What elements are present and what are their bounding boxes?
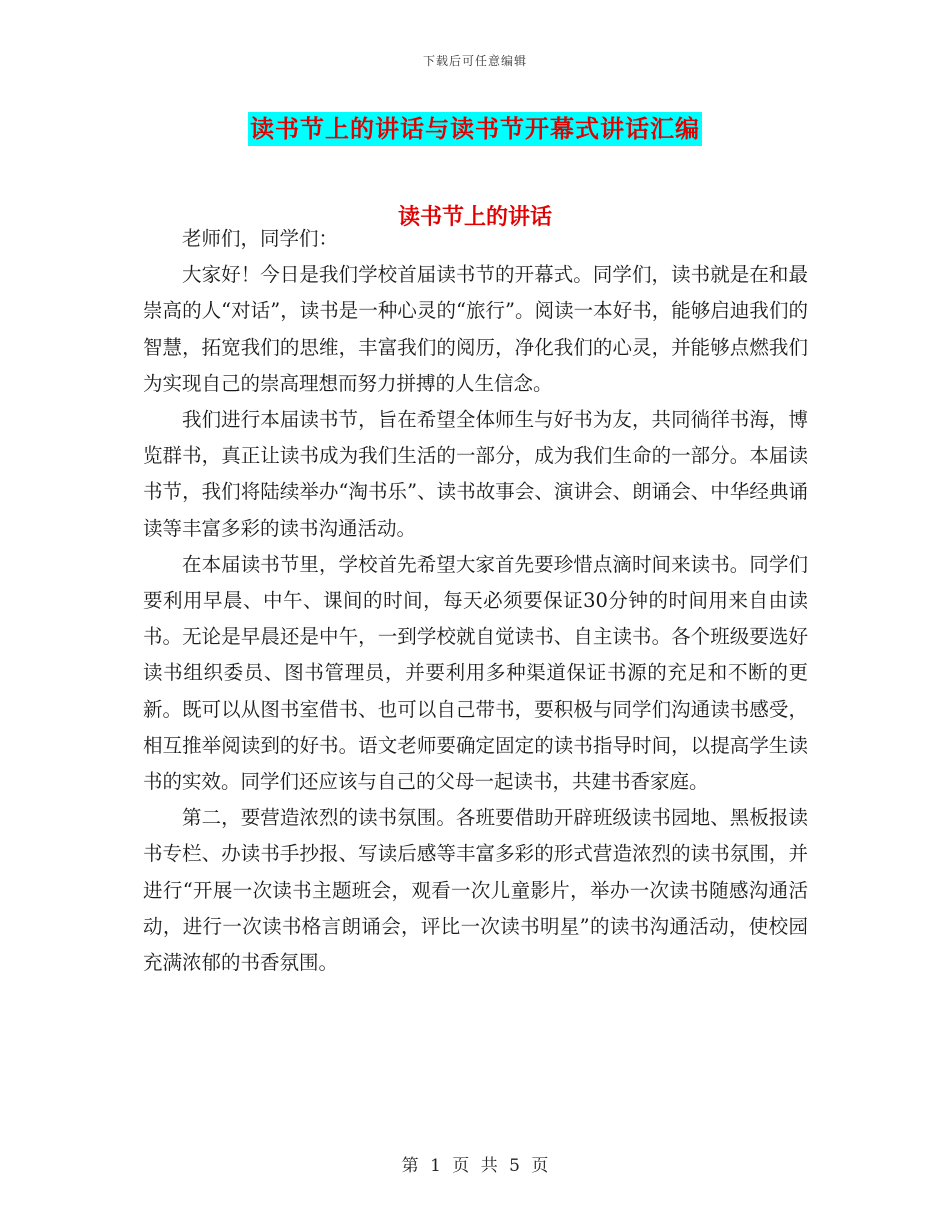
salutation-paragraph: 老师们，同学们： — [182, 227, 339, 250]
document-body — [143, 221, 808, 981]
page-header-note: 下载后可任意编辑 — [422, 54, 527, 68]
body-paragraph: 第二，要营造浓烈的读书氛围。各班要借助开辟班级读书园地、黑板报读书专栏、办读书手抄报、写读后感等丰富多彩的形式营造浓烈的读书氛围，并进行“开展一次读书主题班会，观看一次儿童影片，举办一次读书随感沟通活动，进行一次读书格言朗诵会，评比一次读书明星”的读书沟通活动，使校园充满浓郁的书香氛围。 — [143, 806, 808, 975]
body-paragraph: 在本届读书节里，学校首先希望大家首先要珍惜点滴时间来读书。同学们要利用早晨、中午、课间的时间，每天必须要保证30分钟的时间用来自由读书。无论是早晨还是中午，一到学校就自觉读书、自主读书。各个班级要选好读书组织委员、图书管理员，并要利用多种渠道保证书源的充足和不断的更新。既可以从图书室借书、也可以自己带书，要积极与同学们沟通读书感受，相互推举阅读到的好书。语文老师要确定固定的读书指导时间，以提高学生读书的实效。同学们还应该与自己的父母一起读书，共建书香家庭。 — [143, 552, 808, 794]
main-title-container — [0, 112, 950, 146]
section-title: 读书节上的讲话 — [397, 204, 552, 230]
page-number-footer: 第 1 页 共 5 页 — [401, 1156, 549, 1176]
body-paragraph: 我们进行本届读书节，旨在希望全体师生与好书为友，共同徜徉书海，博览群书，真正让读书成为我们生活的一部分，成为我们生命的一部分。本届读书节，我们将陆续举办“淘书乐”、读书故事会、演讲会、朗诵会、中华经典诵读等丰富多彩的读书沟通活动。 — [143, 408, 808, 540]
body-paragraph: 大家好！今日是我们学校首届读书节的开幕式。同学们，读书就是在和最崇高的人“对话”，读书是一种心灵的“旅行”。阅读一本好书，能够启迪我们的智慧，拓宽我们的思维，丰富我们的阅历，净化我们的心灵，并能够点燃我们为实现自己的崇高理想而努力拼搏的人生信念。 — [143, 263, 808, 395]
document-main-title: 读书节上的讲话与读书节开幕式讲话汇编 — [248, 112, 702, 146]
